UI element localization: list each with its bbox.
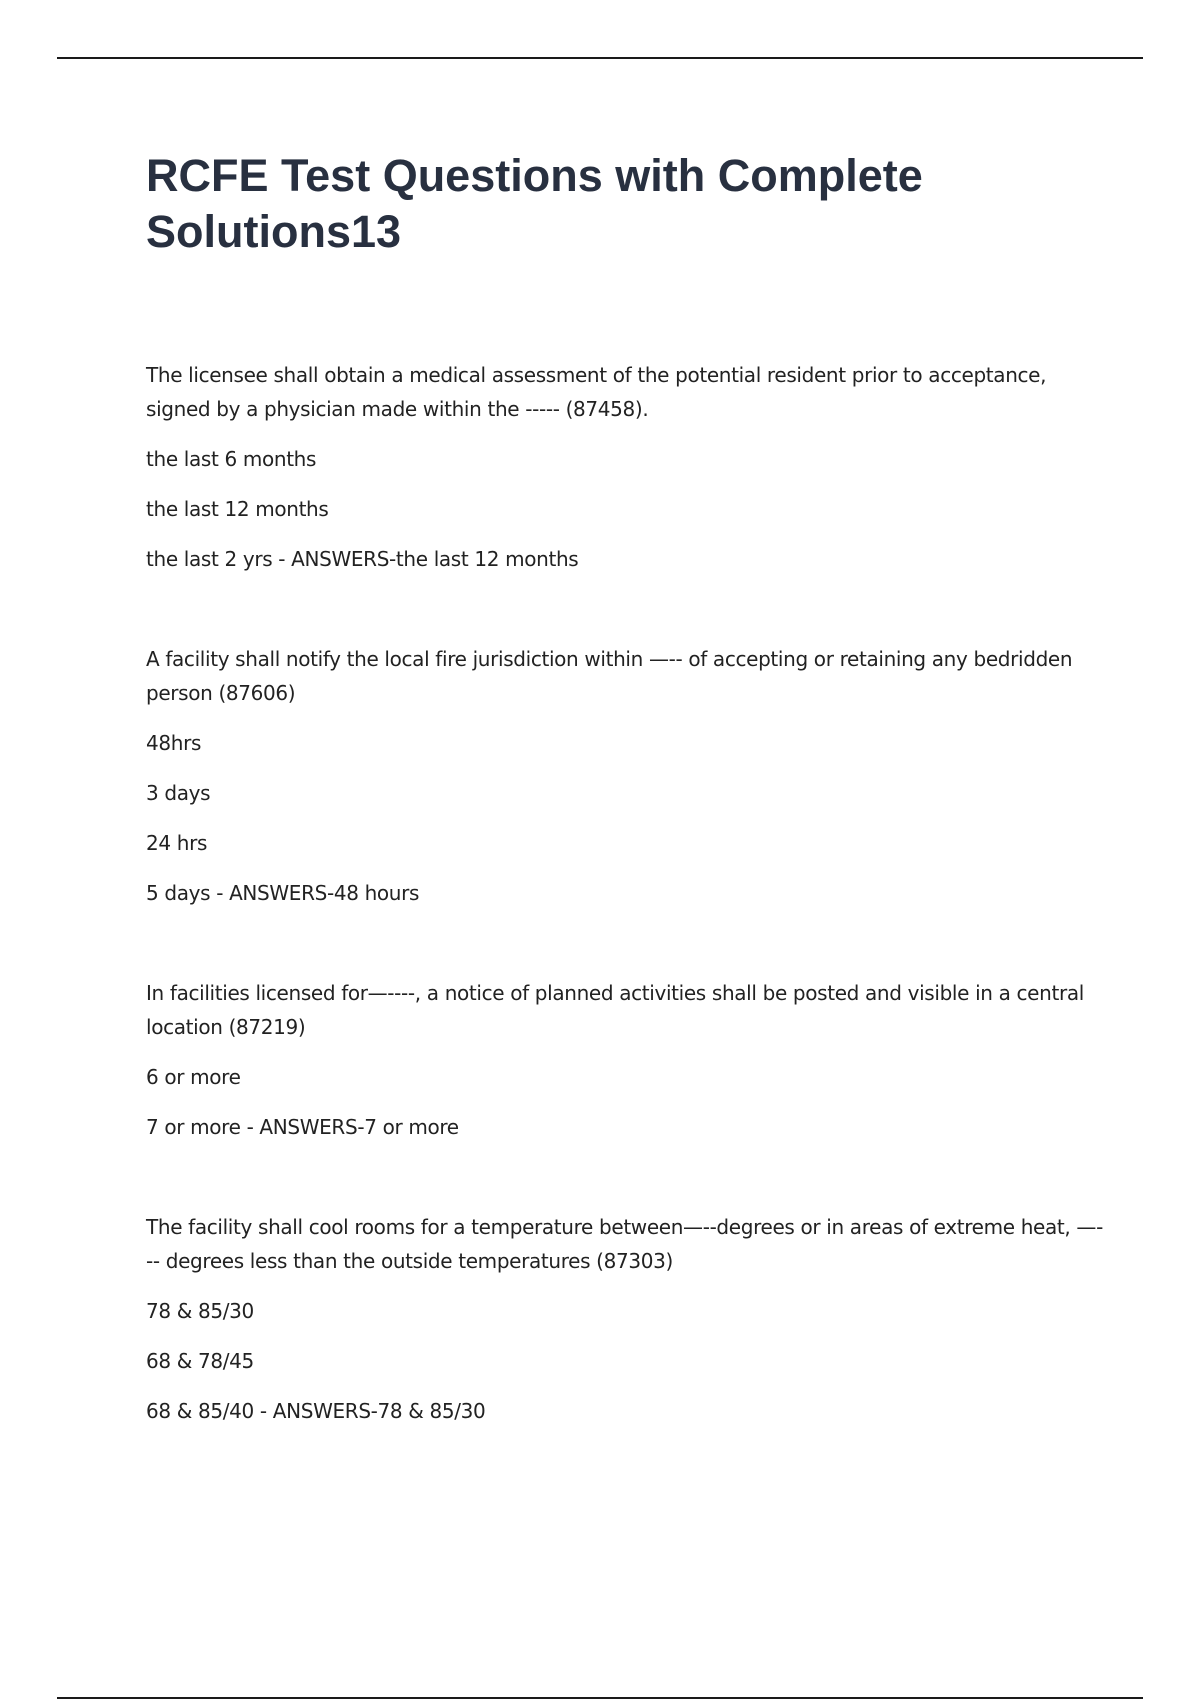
answer-option: 68 & 78/45 <box>146 1349 254 1373</box>
answer-option: 3 days <box>146 781 211 805</box>
answer-option: 24 hrs <box>146 831 208 855</box>
document-title: RCFE Test Questions with Complete Solutions13 <box>146 150 923 257</box>
question-text: A facility shall notify the local fire jurisdiction within —-- of accepting or retaining any bedridden person (87606) <box>146 647 1073 705</box>
answer-option-with-answer: 68 & 85/40 - ANSWERS-78 & 85/30 <box>146 1399 486 1423</box>
question-block-3 <box>146 976 1106 1144</box>
answer-option-with-answer: 5 days - ANSWERS-48 hours <box>146 881 420 905</box>
question-list <box>146 358 1106 1428</box>
header-rule <box>57 57 1143 59</box>
answer-option: 6 or more <box>146 1065 241 1089</box>
question-block-4 <box>146 1210 1106 1428</box>
question-text: The facility shall cool rooms for a temperature between—--degrees or in areas of extreme heat, —--- degrees less than the outside temperatures (87303) <box>146 1215 1103 1273</box>
answer-option: the last 12 months <box>146 497 329 521</box>
answer-option: 78 & 85/30 <box>146 1299 254 1323</box>
answer-option: the last 6 months <box>146 447 317 471</box>
answer-option-with-answer: the last 2 yrs - ANSWERS-the last 12 months <box>146 547 579 571</box>
question-block-2 <box>146 642 1106 910</box>
document-body <box>146 148 1106 1494</box>
footer-rule <box>57 1697 1143 1699</box>
answer-option-with-answer: 7 or more - ANSWERS-7 or more <box>146 1115 459 1139</box>
question-text: The licensee shall obtain a medical assessment of the potential resident prior to acceptance, signed by a physician made within the ----- (87458). <box>146 363 1047 421</box>
question-text: In facilities licensed for—----, a notice of planned activities shall be posted and visible in a central location (87219) <box>146 981 1084 1039</box>
question-block-1 <box>146 358 1106 576</box>
answer-option: 48hrs <box>146 731 202 755</box>
